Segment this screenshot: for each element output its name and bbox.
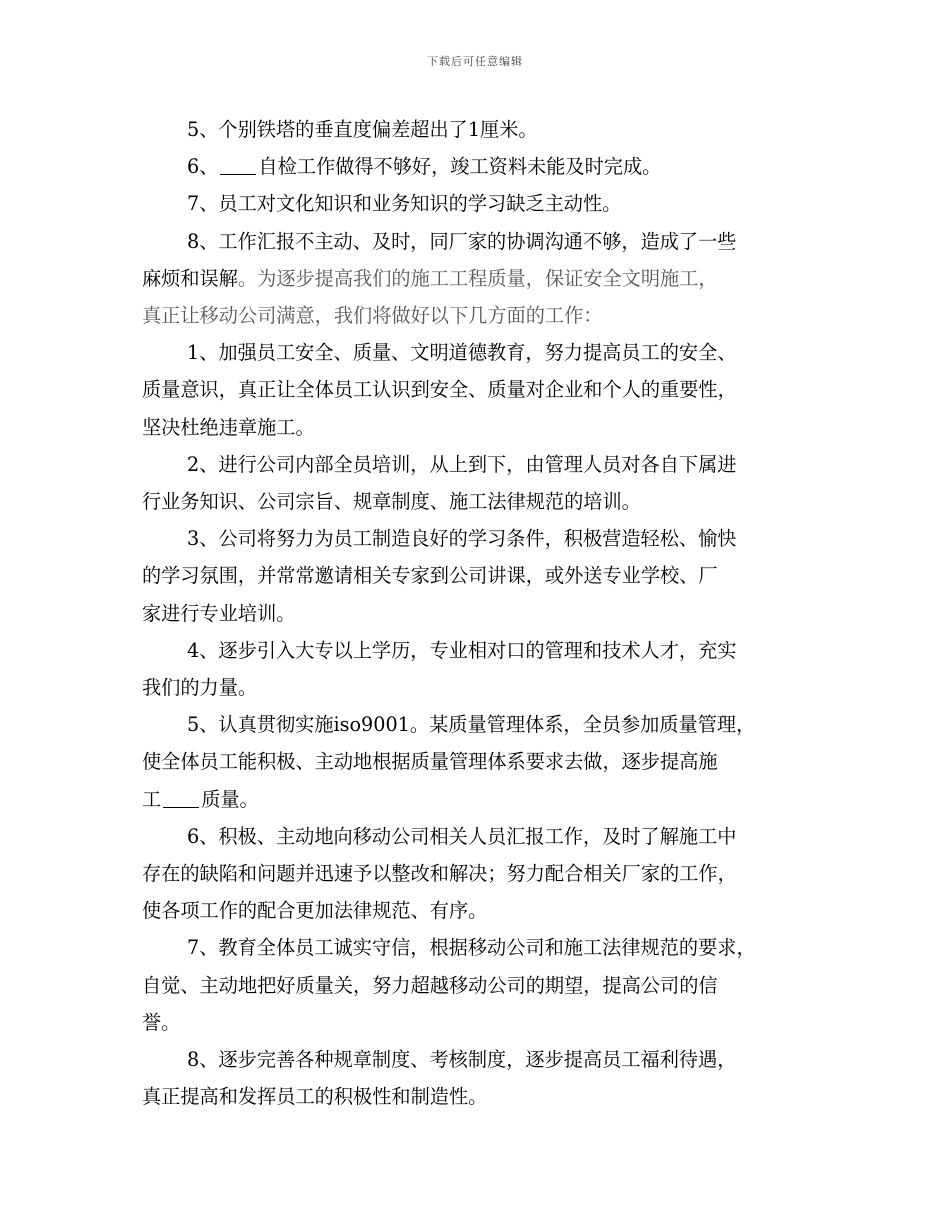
text-line: 2、进行公司内部全员培训，从上到下，由管理人员对各自下属进 xyxy=(187,452,737,476)
text-line xyxy=(142,148,808,185)
text-line: 5、个别铁塔的垂直度偏差超出了1厘米。 xyxy=(187,118,538,141)
fill-in-blank xyxy=(163,789,199,808)
text-line: 7、员工对文化知识和业务知识的学习缺乏主动性。 xyxy=(187,192,622,216)
text-line: 8、逐步完善各种规章制度、考核制度，逐步提高员工福利待遇， xyxy=(187,1048,737,1072)
paragraph-measure-6 xyxy=(142,818,808,930)
text-fragment: 质量。 xyxy=(201,787,259,811)
paragraph-measure-7 xyxy=(142,929,808,1041)
text-line: 1、加强员工安全、质量、文明道德教育，努力提高员工的安全、 xyxy=(187,341,737,365)
text-line: 3、公司将努力为员工制造良好的学习条件，积极营造轻松、愉快 xyxy=(187,527,737,551)
text-line: 自觉、主动地把好质量关，努力超越移动公司的期望，提高公司的信 xyxy=(142,973,718,997)
paragraph-measure-8 xyxy=(142,1041,808,1115)
paragraph-problem-8 xyxy=(142,223,808,335)
paragraph-problem-6 xyxy=(142,148,808,185)
text-line: 7、教育全体员工诚实守信，根据移动公司和施工法律规范的要求， xyxy=(187,936,756,960)
paragraph-measure-4 xyxy=(142,632,808,706)
text-fragment: 6、 xyxy=(187,155,219,179)
text-line: 行业务知识、公司宗旨、规章制度、施工法律规范的培训。 xyxy=(142,490,641,514)
text-line: 我们的力量。 xyxy=(142,676,258,700)
text-line: 的学习氛围，并常常邀请相关专家到公司讲课，或外送专业学校、厂 xyxy=(142,564,718,588)
paragraph-problem-7 xyxy=(142,185,808,222)
text-line xyxy=(142,781,808,818)
fill-in-blank xyxy=(220,156,256,175)
paragraph-measure-5 xyxy=(142,706,808,818)
text-fragment: 麻烦和误解 xyxy=(142,266,238,290)
text-line: 真正让移动公司满意，我们将做好以下几方面的工作： xyxy=(142,304,603,328)
text-fragment-grey: 。为逐步提高我们的施工工程质量，保证安全文明施工， xyxy=(237,266,718,290)
document-body xyxy=(142,111,808,1115)
page-header: 下载后可任意编辑 xyxy=(427,55,523,68)
text-fragment: 工 xyxy=(142,787,162,811)
text-line: 4、逐步引入大专以上学历，专业相对口的管理和技术人才，充实 xyxy=(187,638,737,662)
text-line: 5、认真贯彻实施iso9001。某质量管理体系，全员参加质量管理， xyxy=(187,713,756,737)
paragraph-measure-1 xyxy=(142,334,808,446)
text-line: 6、积极、主动地向移动公司相关人员汇报工作，及时了解施工中 xyxy=(187,824,737,848)
text-line: 真正提高和发挥员工的积极性和制造性。 xyxy=(142,1085,488,1109)
text-fragment: 自检工作做得不够好，竣工资料未能及时完成。 xyxy=(258,155,662,179)
paragraph-measure-2 xyxy=(142,446,808,520)
text-line: 家进行专业培训。 xyxy=(142,601,296,625)
text-line xyxy=(142,260,808,297)
text-line: 存在的缺陷和问题并迅速予以整改和解决；努力配合相关厂家的工作， xyxy=(142,862,737,886)
text-line: 质量意识，真正让全体员工认识到安全、质量对企业和个人的重要性， xyxy=(142,378,737,402)
text-line: 8、工作汇报不主动、及时，同厂家的协调沟通不够，造成了一些 xyxy=(187,229,737,253)
paragraph-problem-5 xyxy=(142,111,808,148)
paragraph-measure-3 xyxy=(142,520,808,632)
text-line: 使全体员工能积极、主动地根据质量管理体系要求去做，逐步提高施 xyxy=(142,750,718,774)
text-line: 使各项工作的配合更加法律规范、有序。 xyxy=(142,899,488,923)
text-line: 誉。 xyxy=(142,1010,181,1034)
text-line: 坚决杜绝违章施工。 xyxy=(142,415,315,439)
